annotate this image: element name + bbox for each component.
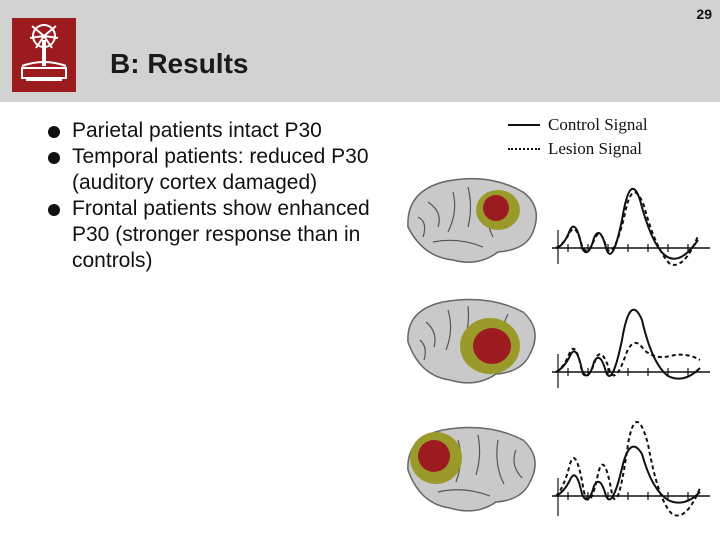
solid-line-icon (508, 124, 540, 126)
slide-header (0, 0, 720, 102)
bullet-item: Frontal patients show enhanced P30 (stronger response than in controls) (0, 196, 380, 274)
dotted-line-icon (508, 148, 540, 150)
legend-control: Control Signal (508, 113, 648, 137)
signal-legend (508, 113, 648, 161)
brain-parietal-lesion-image (398, 172, 548, 272)
bullet-item: Parietal patients intact P30 (0, 118, 380, 144)
bullet-list (0, 118, 380, 274)
waveform-temporal (548, 284, 714, 394)
waveform-parietal (548, 160, 714, 270)
university-logo (12, 18, 76, 92)
legend-lesion: Lesion Signal (508, 137, 648, 161)
bullet-dot-icon (48, 204, 60, 216)
bullet-item: Temporal patients: reduced P30 (auditory cortex damaged) (0, 144, 380, 196)
bullet-dot-icon (48, 126, 60, 138)
waveform-frontal (548, 404, 714, 524)
page-number: 29 (696, 6, 712, 22)
brain-frontal-lesion-image (398, 420, 548, 520)
brain-temporal-lesion-image (398, 292, 548, 392)
slide-title: B: Results (110, 48, 249, 79)
bullet-dot-icon (48, 152, 60, 164)
